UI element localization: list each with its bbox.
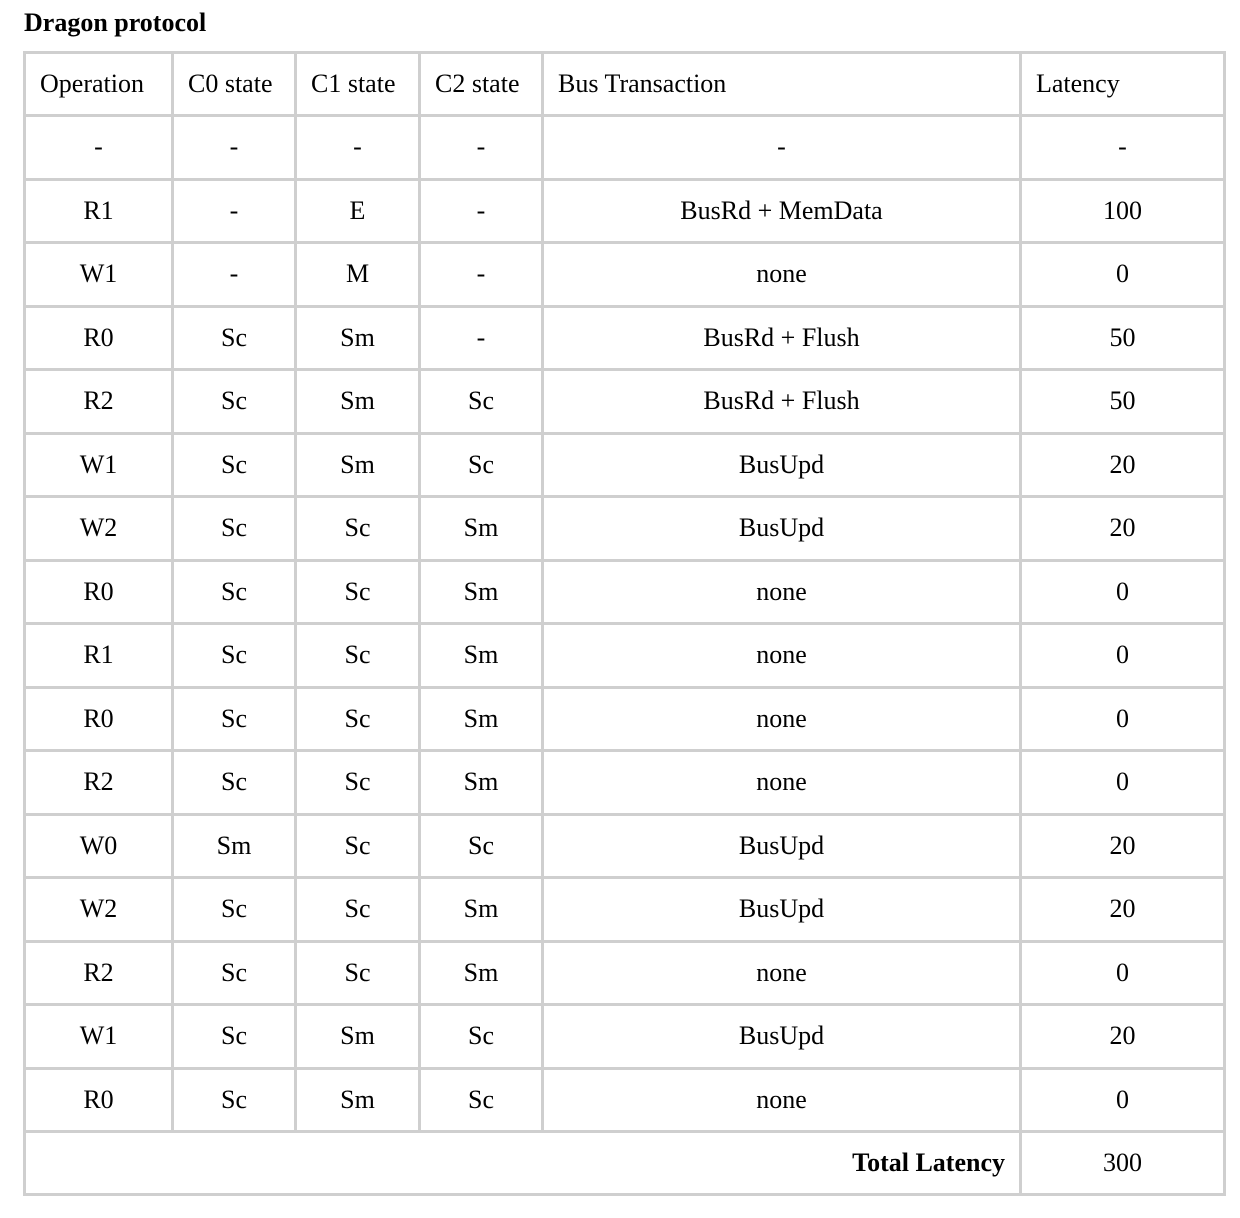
table-header bbox=[25, 53, 1225, 116]
total-latency-value: 300 bbox=[1021, 1132, 1225, 1195]
table-row bbox=[25, 497, 1225, 561]
table-row bbox=[25, 560, 1225, 624]
cell-operation: W2 bbox=[25, 878, 173, 942]
cell-c0-state: Sc bbox=[173, 878, 296, 942]
cell-operation: R0 bbox=[25, 687, 173, 751]
cell-c1-state: Sc bbox=[296, 941, 420, 1005]
cell-bus-transaction: BusUpd bbox=[543, 497, 1021, 561]
cell-c2-state: Sm bbox=[420, 687, 543, 751]
table-row bbox=[25, 116, 1225, 180]
cell-operation: R2 bbox=[25, 370, 173, 434]
cell-operation: R1 bbox=[25, 624, 173, 688]
cell-latency: 0 bbox=[1021, 941, 1225, 1005]
cell-latency: 0 bbox=[1021, 624, 1225, 688]
table-footer bbox=[25, 1132, 1225, 1195]
table-row bbox=[25, 433, 1225, 497]
cell-c0-state: Sm bbox=[173, 814, 296, 878]
cell-operation: W1 bbox=[25, 433, 173, 497]
cell-c2-state: Sc bbox=[420, 370, 543, 434]
cell-bus-transaction: none bbox=[543, 1068, 1021, 1132]
page-title: Dragon protocol bbox=[24, 8, 207, 37]
table-row bbox=[25, 306, 1225, 370]
cell-latency: - bbox=[1021, 116, 1225, 180]
cell-latency: 0 bbox=[1021, 1068, 1225, 1132]
header-row bbox=[25, 53, 1225, 116]
cell-c2-state: Sc bbox=[420, 433, 543, 497]
cell-bus-transaction: BusUpd bbox=[543, 1005, 1021, 1069]
cell-bus-transaction: none bbox=[543, 687, 1021, 751]
table-row bbox=[25, 179, 1225, 243]
table-row bbox=[25, 751, 1225, 815]
cell-operation: W1 bbox=[25, 243, 173, 307]
cell-c1-state: Sc bbox=[296, 624, 420, 688]
cell-latency: 100 bbox=[1021, 179, 1225, 243]
table-row bbox=[25, 1005, 1225, 1069]
cell-c1-state: E bbox=[296, 179, 420, 243]
cell-bus-transaction: none bbox=[543, 751, 1021, 815]
cell-c2-state: Sm bbox=[420, 878, 543, 942]
cell-c0-state: Sc bbox=[173, 1005, 296, 1069]
cell-latency: 20 bbox=[1021, 433, 1225, 497]
cell-bus-transaction: BusUpd bbox=[543, 814, 1021, 878]
cell-operation: R2 bbox=[25, 941, 173, 1005]
cell-c2-state: Sc bbox=[420, 1068, 543, 1132]
cell-bus-transaction: BusRd + Flush bbox=[543, 306, 1021, 370]
cell-c0-state: Sc bbox=[173, 497, 296, 561]
header-c2-state: C2 state bbox=[420, 53, 543, 116]
cell-c1-state: M bbox=[296, 243, 420, 307]
cell-c0-state: - bbox=[173, 116, 296, 180]
cell-c1-state: Sm bbox=[296, 370, 420, 434]
cell-c0-state: - bbox=[173, 243, 296, 307]
cell-latency: 50 bbox=[1021, 370, 1225, 434]
cell-c2-state: Sm bbox=[420, 624, 543, 688]
cell-c1-state: Sc bbox=[296, 497, 420, 561]
cell-c0-state: Sc bbox=[173, 624, 296, 688]
cell-c0-state: Sc bbox=[173, 306, 296, 370]
cell-c1-state: Sc bbox=[296, 560, 420, 624]
cell-c0-state: Sc bbox=[173, 370, 296, 434]
cell-operation: R1 bbox=[25, 179, 173, 243]
cell-c1-state: Sc bbox=[296, 814, 420, 878]
cell-c0-state: Sc bbox=[173, 751, 296, 815]
cell-operation: W0 bbox=[25, 814, 173, 878]
cell-operation: W2 bbox=[25, 497, 173, 561]
cell-latency: 20 bbox=[1021, 497, 1225, 561]
cell-operation: R0 bbox=[25, 306, 173, 370]
cell-c2-state: Sm bbox=[420, 941, 543, 1005]
cell-latency: 0 bbox=[1021, 687, 1225, 751]
cell-c2-state: - bbox=[420, 243, 543, 307]
cell-c2-state: - bbox=[420, 116, 543, 180]
cell-c1-state: Sm bbox=[296, 1005, 420, 1069]
cell-c2-state: - bbox=[420, 306, 543, 370]
table-row bbox=[25, 1068, 1225, 1132]
cell-c2-state: Sm bbox=[420, 560, 543, 624]
cell-c1-state: Sm bbox=[296, 433, 420, 497]
total-row bbox=[25, 1132, 1225, 1195]
cell-operation: R2 bbox=[25, 751, 173, 815]
cell-c2-state: Sm bbox=[420, 751, 543, 815]
cell-bus-transaction: BusRd + Flush bbox=[543, 370, 1021, 434]
cell-c2-state: Sc bbox=[420, 1005, 543, 1069]
cell-bus-transaction: - bbox=[543, 116, 1021, 180]
cell-c0-state: Sc bbox=[173, 687, 296, 751]
cell-bus-transaction: BusUpd bbox=[543, 878, 1021, 942]
cell-operation: R0 bbox=[25, 1068, 173, 1132]
header-bus-transaction: Bus Transaction bbox=[543, 53, 1021, 116]
table-body bbox=[25, 116, 1225, 1132]
cell-c1-state: Sc bbox=[296, 878, 420, 942]
cell-latency: 0 bbox=[1021, 751, 1225, 815]
header-c1-state: C1 state bbox=[296, 53, 420, 116]
cell-bus-transaction: none bbox=[543, 560, 1021, 624]
cell-c0-state: Sc bbox=[173, 560, 296, 624]
dragon-protocol-table bbox=[23, 51, 1226, 1196]
cell-c2-state: Sm bbox=[420, 497, 543, 561]
cell-latency: 50 bbox=[1021, 306, 1225, 370]
cell-bus-transaction: none bbox=[543, 243, 1021, 307]
cell-bus-transaction: BusUpd bbox=[543, 433, 1021, 497]
cell-latency: 20 bbox=[1021, 1005, 1225, 1069]
table-row bbox=[25, 878, 1225, 942]
header-latency: Latency bbox=[1021, 53, 1225, 116]
cell-c1-state: Sc bbox=[296, 687, 420, 751]
cell-c0-state: Sc bbox=[173, 1068, 296, 1132]
cell-c0-state: Sc bbox=[173, 941, 296, 1005]
header-operation: Operation bbox=[25, 53, 173, 116]
cell-c1-state: Sm bbox=[296, 1068, 420, 1132]
cell-bus-transaction: BusRd + MemData bbox=[543, 179, 1021, 243]
cell-latency: 20 bbox=[1021, 878, 1225, 942]
header-c0-state: C0 state bbox=[173, 53, 296, 116]
cell-operation: - bbox=[25, 116, 173, 180]
cell-c1-state: Sm bbox=[296, 306, 420, 370]
cell-operation: W1 bbox=[25, 1005, 173, 1069]
table-row bbox=[25, 687, 1225, 751]
cell-latency: 0 bbox=[1021, 243, 1225, 307]
cell-latency: 0 bbox=[1021, 560, 1225, 624]
total-latency-label: Total Latency bbox=[25, 1132, 1021, 1195]
table-row bbox=[25, 370, 1225, 434]
cell-c2-state: Sc bbox=[420, 814, 543, 878]
cell-latency: 20 bbox=[1021, 814, 1225, 878]
cell-operation: R0 bbox=[25, 560, 173, 624]
cell-c0-state: - bbox=[173, 179, 296, 243]
table-row bbox=[25, 941, 1225, 1005]
table-row bbox=[25, 243, 1225, 307]
cell-bus-transaction: none bbox=[543, 624, 1021, 688]
cell-c0-state: Sc bbox=[173, 433, 296, 497]
table-row bbox=[25, 624, 1225, 688]
cell-c2-state: - bbox=[420, 179, 543, 243]
cell-bus-transaction: none bbox=[543, 941, 1021, 1005]
cell-c1-state: Sc bbox=[296, 751, 420, 815]
table-row bbox=[25, 814, 1225, 878]
cell-c1-state: - bbox=[296, 116, 420, 180]
